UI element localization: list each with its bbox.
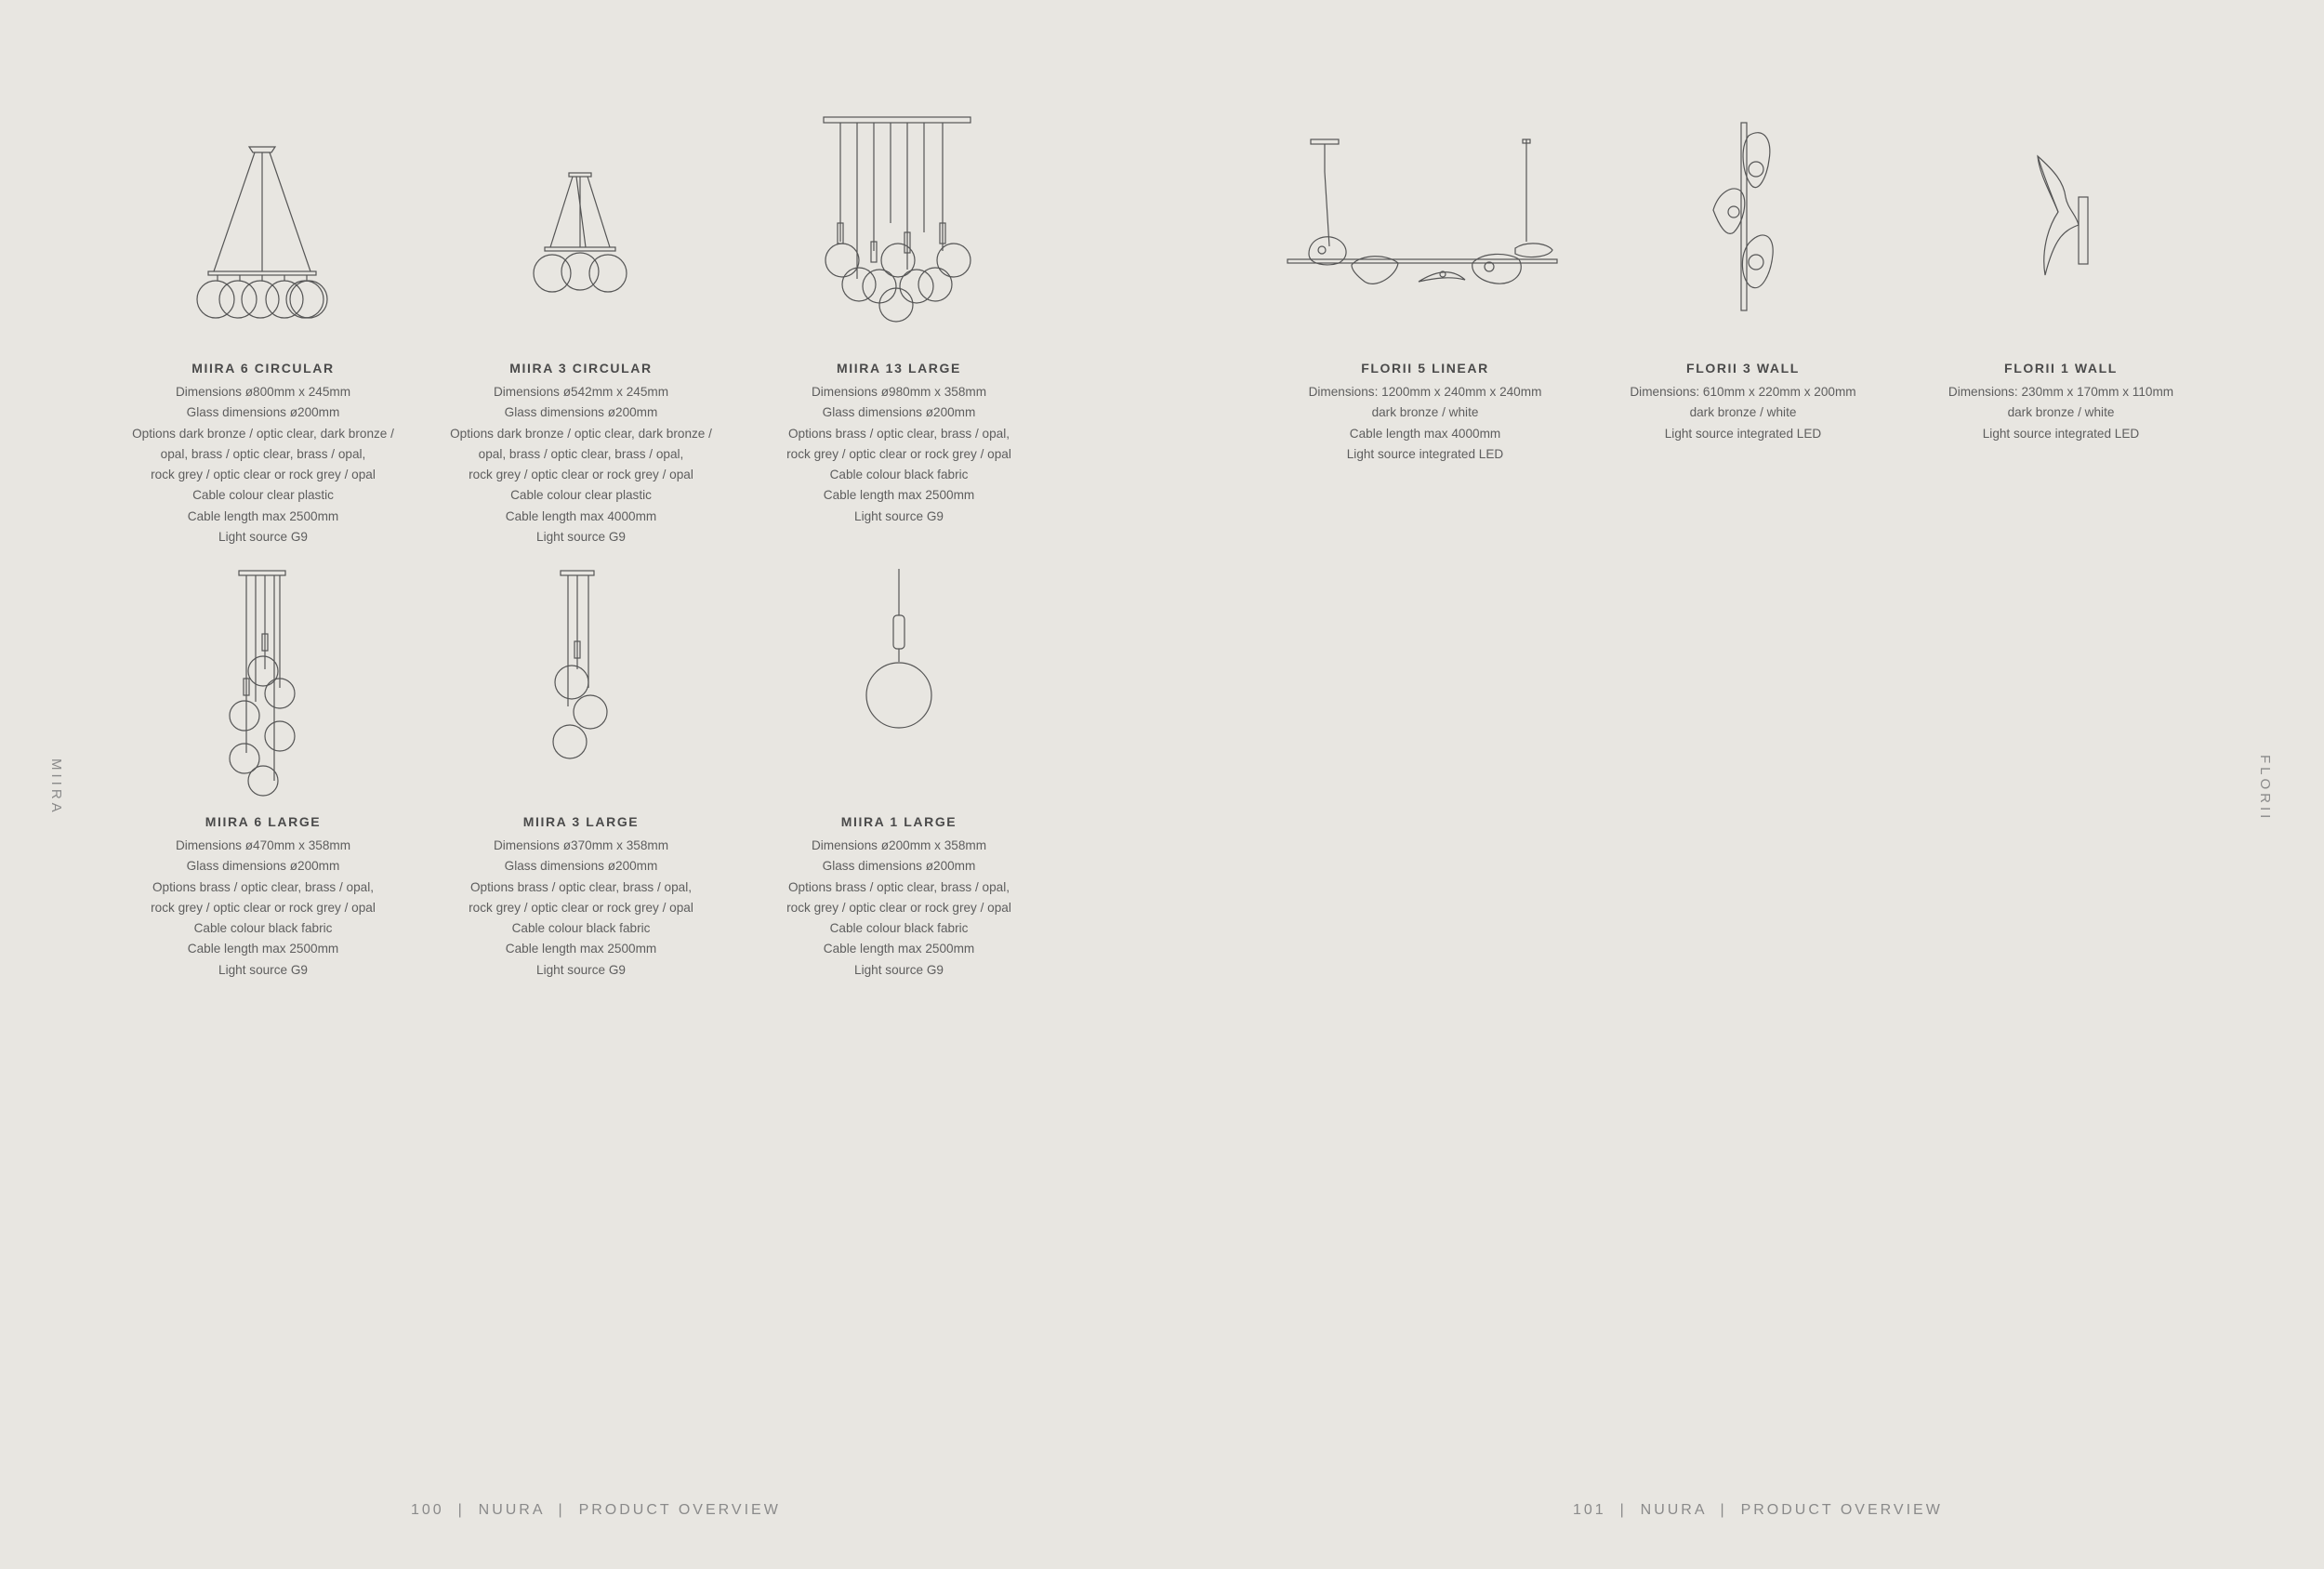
florii-1-wall-illustration [2027,149,2101,288]
product-name: MIIRA 3 CIRCULAR [509,361,653,376]
spec-line: Cable colour black fabric [511,921,651,936]
spec-line: rock grey / optic clear or rock grey / opal [469,468,693,482]
product-miira-6-circular [110,360,416,547]
product-name: FLORII 1 WALL [2004,361,2118,376]
product-name: FLORII 3 WALL [1686,361,1800,376]
product-specs [746,836,1052,981]
side-label-florii: FLORII [2257,755,2273,823]
spec-line: Cable colour black fabric [829,468,969,482]
spec-line: rock grey / optic clear or rock grey / opal [151,900,376,915]
spec-line: Glass dimensions ø200mm [822,405,976,420]
spec-line: Light source G9 [218,530,308,545]
spec-line: Glass dimensions ø200mm [504,859,658,874]
spec-line: Light source G9 [536,530,626,545]
miira-13-large-illustration [818,112,976,325]
spec-line: Options brass / optic clear, brass / opal, [469,879,692,894]
product-name: MIIRA 13 LARGE [837,361,961,376]
spec-line: Cable colour clear plastic [192,488,334,503]
spec-line: Dimensions ø200mm x 358mm [811,838,987,852]
spec-line: Glass dimensions ø200mm [186,859,340,874]
spec-line: Cable length max 2500mm [187,508,339,523]
spec-line: dark bronze / white [2007,405,2115,420]
miira-3-large-illustration [544,567,618,762]
spec-line: Glass dimensions ø200mm [186,405,340,420]
spec-line: Light source integrated LED [1982,426,2140,441]
spec-line: Cable colour black fabric [193,921,333,936]
footer-right: 101 | NUURA | PRODUCT OVERVIEW [1573,1502,1943,1518]
product-name: FLORII 5 LINEAR [1361,361,1489,376]
spec-line: Glass dimensions ø200mm [504,405,658,420]
spec-line: Cable colour black fabric [829,921,969,936]
spec-line: Options brass / optic clear, brass / opal, [787,879,1010,894]
florii-3-wall-illustration [1706,121,1780,316]
spec-line: opal, brass / optic clear, brass / opal, [478,446,684,461]
spec-line: Light source G9 [854,508,944,523]
spec-line: Options dark bronze / optic clear, dark bronze / [132,426,394,441]
spec-line: Cable length max 2500mm [505,942,657,956]
spec-line: Dimensions ø470mm x 358mm [175,838,351,852]
spec-line: dark bronze / white [1689,405,1797,420]
product-specs [428,836,734,981]
spec-line: Cable length max 2500mm [187,942,339,956]
spec-line: Cable colour clear plastic [510,488,652,503]
miira-1-large-illustration [860,569,934,732]
product-florii-1-wall [1908,360,2214,444]
product-specs [1272,382,1578,465]
miira-6-large-illustration [218,567,311,799]
spec-line: Light source G9 [536,962,626,977]
spec-line: Light source integrated LED [1346,446,1504,461]
spec-line: rock grey / optic clear or rock grey / opal [786,446,1011,461]
product-florii-3-wall [1590,360,1896,444]
spec-line: Glass dimensions ø200mm [822,859,976,874]
spec-line: dark bronze / white [1371,405,1479,420]
spec-line: rock grey / optic clear or rock grey / opal [786,900,1011,915]
product-miira-1-large [746,813,1052,981]
product-specs [1590,382,1896,444]
miira-3-circular-illustration [530,169,632,299]
spec-line: Options dark bronze / optic clear, dark bronze / [450,426,712,441]
product-miira-13-large [746,360,1052,527]
spec-line: Dimensions ø370mm x 358mm [493,838,669,852]
florii-5-linear-illustration [1283,135,1562,297]
product-florii-5-linear [1272,360,1578,465]
product-specs [110,382,416,547]
miira-6-circular-illustration [186,139,344,325]
product-specs [110,836,416,981]
spec-line: Light source G9 [218,962,308,977]
side-label-miira: MIIRA [48,758,64,816]
spec-line: Dimensions ø800mm x 245mm [175,385,351,399]
product-miira-3-large [428,813,734,981]
spec-line: Dimensions: 1200mm x 240mm x 240mm [1308,385,1542,399]
product-specs [746,382,1052,527]
product-specs [428,382,734,547]
product-miira-6-large [110,813,416,981]
spec-line: Light source G9 [854,962,944,977]
product-miira-3-circular [428,360,734,547]
spec-line: opal, brass / optic clear, brass / opal, [160,446,366,461]
spec-line: Options brass / optic clear, brass / opal, [787,426,1010,441]
spec-line: Light source integrated LED [1664,426,1822,441]
spec-line: Options brass / optic clear, brass / opal, [152,879,374,894]
spec-line: Dimensions ø980mm x 358mm [811,385,987,399]
spec-line: Cable length max 4000mm [1349,426,1501,441]
spec-line: Cable length max 2500mm [823,488,975,503]
product-name: MIIRA 6 CIRCULAR [191,361,335,376]
spec-line: Dimensions ø542mm x 245mm [493,385,669,399]
product-name: MIIRA 6 LARGE [205,814,322,829]
footer-left: 100 | NUURA | PRODUCT OVERVIEW [411,1502,781,1518]
spec-line: Dimensions: 230mm x 170mm x 110mm [1948,385,2174,399]
spec-line: Cable length max 2500mm [823,942,975,956]
product-name: MIIRA 3 LARGE [522,814,640,829]
product-specs [1908,382,2214,444]
spec-line: Cable length max 4000mm [505,508,657,523]
spec-line: Dimensions: 610mm x 220mm x 200mm [1630,385,1856,399]
spec-line: rock grey / optic clear or rock grey / opal [151,468,376,482]
product-name: MIIRA 1 LARGE [840,814,957,829]
spec-line: rock grey / optic clear or rock grey / opal [469,900,693,915]
